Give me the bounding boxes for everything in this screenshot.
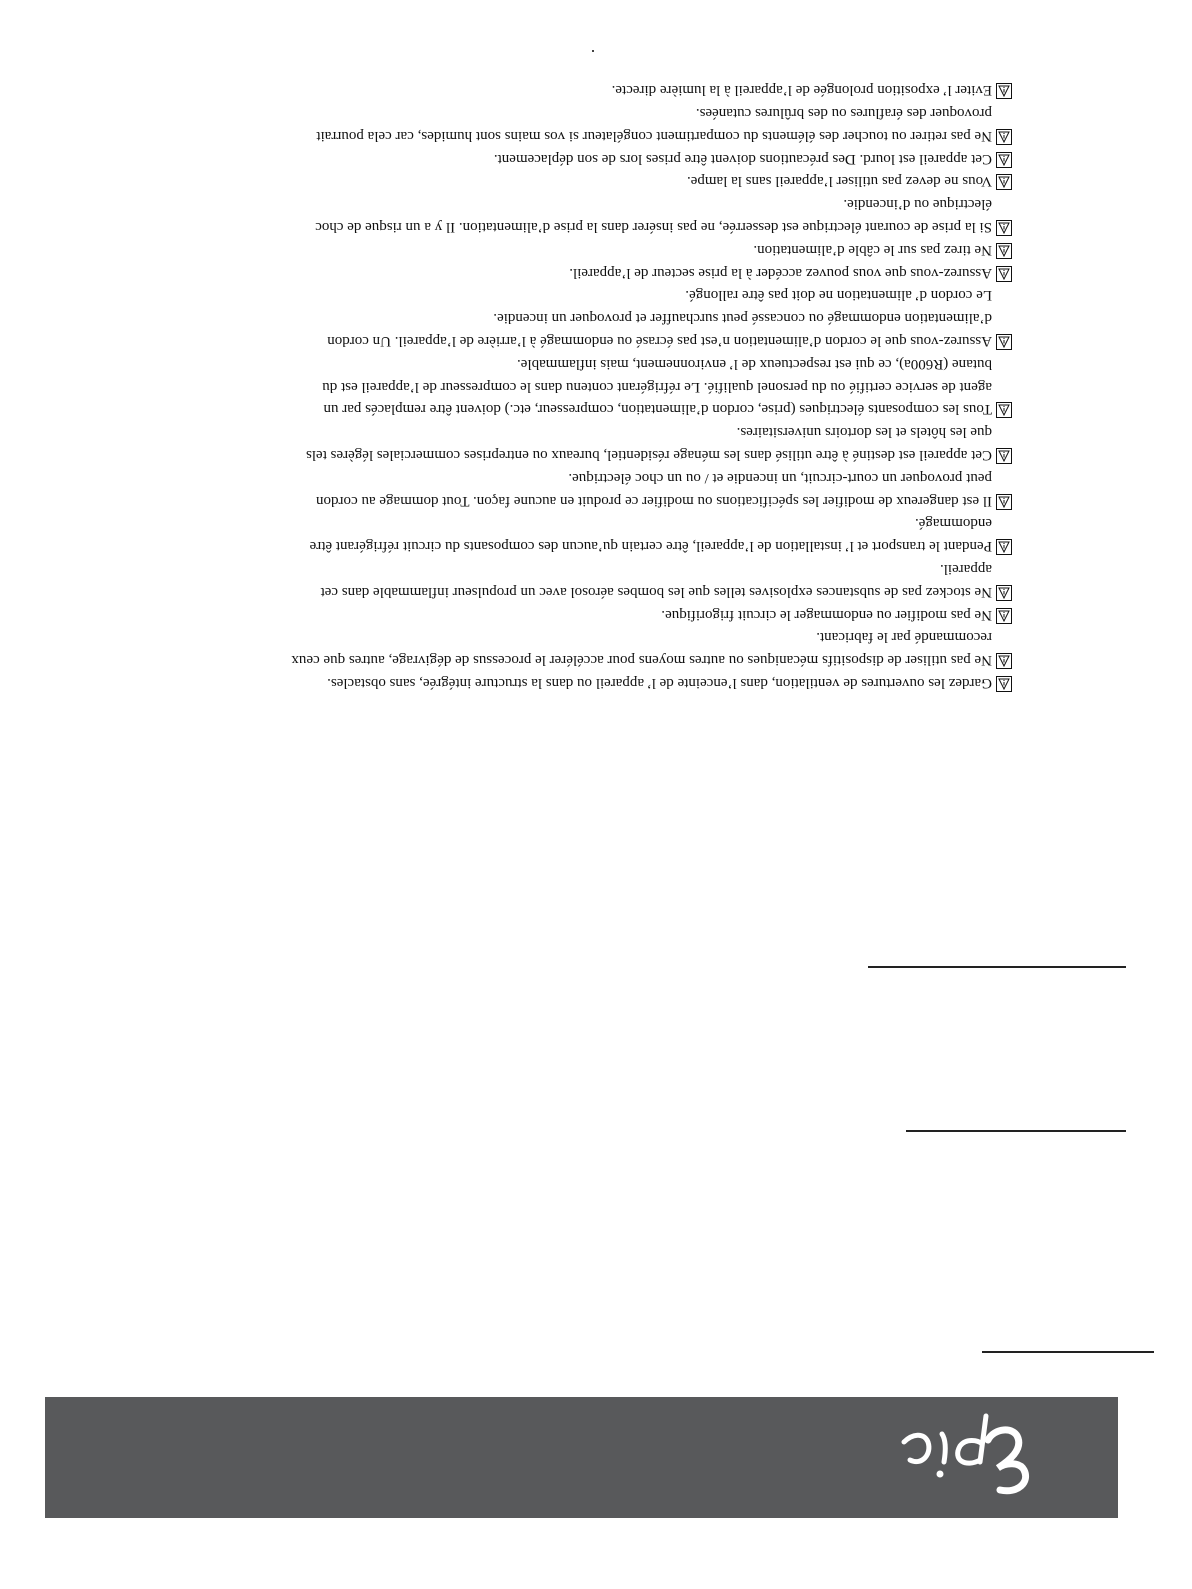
warning-text: peut provoquer un court-circuit, un incendie et / ou un choc électrique. — [568, 469, 992, 486]
warning-triangle-icon — [996, 608, 1012, 624]
warning-triangle-icon — [996, 266, 1012, 282]
warning-text: Eviter l’ exposition prolongée de l’appareil à la lumière directe. — [611, 82, 992, 99]
warning-triangle-icon — [996, 653, 1012, 669]
page-mark — [592, 50, 594, 52]
warning-text: Ne pas modifier ou endommager le circuit frigorifique. — [661, 606, 992, 623]
section-rule — [906, 1130, 1126, 1132]
warning-text: provoquer des éraflures ou des brûlures cutanées. — [695, 105, 992, 122]
warning-triangle-icon — [996, 585, 1012, 601]
warning-triangle-icon — [996, 129, 1012, 145]
warning-text: recommandé par le fabricant. — [816, 629, 992, 646]
warning-text: endommagé. — [914, 515, 992, 532]
warning-text: butane (R600a), ce qui est respectueux de l’ environnement, mais inflammable. — [517, 355, 992, 372]
brand-bar — [45, 1397, 1118, 1518]
warning-text: Cet appareil est destiné à être utilisé dans les ménage résidentiel, bureaux ou entreprises commerciales légères tels — [306, 447, 992, 463]
warning-text: électrique ou d’incendie. — [843, 196, 992, 213]
warning-triangle-icon — [996, 152, 1012, 168]
warning-triangle-icon — [996, 174, 1012, 190]
warning-triangle-icon — [996, 539, 1012, 555]
warning-triangle-icon — [996, 83, 1012, 99]
warning-triangle-icon — [996, 243, 1012, 259]
brand-logo — [890, 1412, 1040, 1502]
warning-triangle-icon — [996, 448, 1012, 464]
warning-text: Tous les composants électriques (prise, cordon d’alimentation, compresseur, etc.) doivent être remplacés par un — [323, 401, 992, 418]
warning-text: Assurez-vous que le cordon d’alimentation n’est pas écrasé ou endommagé à l’arrière de l’appareil. Un cordon — [327, 333, 992, 349]
safety-warnings — [0, 74, 1192, 694]
warning-text: Le cordon d’ alimentation ne doit pas être rallongé. — [685, 287, 992, 304]
warning-text: Il est dangereux de modifier les spécifications ou modifier ce produit en aucune façon. Tout dommage au cordon — [316, 492, 992, 509]
warning-triangle-icon — [996, 676, 1012, 692]
warning-text: appareil. — [939, 561, 992, 578]
warning-text: que les hôtels et les dortoirs universitaires. — [736, 424, 992, 441]
warning-text: Ne tirez pas sur le câble d’alimentation. — [753, 241, 992, 258]
warning-text: Gardez les ouvertures de ventilation, dans l’enceinte de l’ appareil ou dans la structure intégrée, sans obstacles. — [327, 675, 992, 691]
warning-text: Ne stockez pas de substances explosives telles que les bombes aérosol avec un propulseur inflammable dans cet — [320, 583, 992, 600]
warning-text: agent de service certifié ou du personel qualifié. Le réfrigérant contenu dans le compresseur de l’appareil est du — [322, 378, 992, 395]
warning-text: Cet appareil est lourd. Des précautions doivent être prises lors de son déplacement. — [493, 150, 992, 167]
warning-text: Ne pas retirer ou toucher des éléments du compartiment congélateur si vos mains sont humides, car cela pourrait — [316, 127, 992, 144]
warning-triangle-icon — [996, 402, 1012, 418]
section-rule — [982, 1351, 1154, 1353]
warning-triangle-icon — [996, 494, 1012, 510]
section-rule — [868, 966, 1126, 968]
warning-text: Ne pas utiliser de dispositifs mécaniques ou autres moyens pour accélérer le processus de dégivrage, autres que ceux — [291, 652, 992, 669]
warning-triangle-icon — [996, 220, 1012, 236]
warning-text: Si la prise de courant électrique est desserrée, ne pas insérer dans la prise d’alimentation. Il y a un risque de choc — [315, 219, 992, 235]
warning-triangle-icon — [996, 334, 1012, 350]
warning-text: Assurez-vous que vous pouvez accéder à la prise secteur de l’appareil. — [569, 264, 992, 281]
warning-text: d’alimentation endommagé ou concassé peut surchauffer et provoquer un incendie. — [493, 310, 992, 327]
warning-text: Vous ne devez pas utiliser l’appareil sans la lampe. — [686, 173, 992, 190]
warning-text: Pendant le transport et l’ installation de l’appareil, être certain qu’aucun des composants du circuit réfrigérant être — [309, 538, 992, 555]
